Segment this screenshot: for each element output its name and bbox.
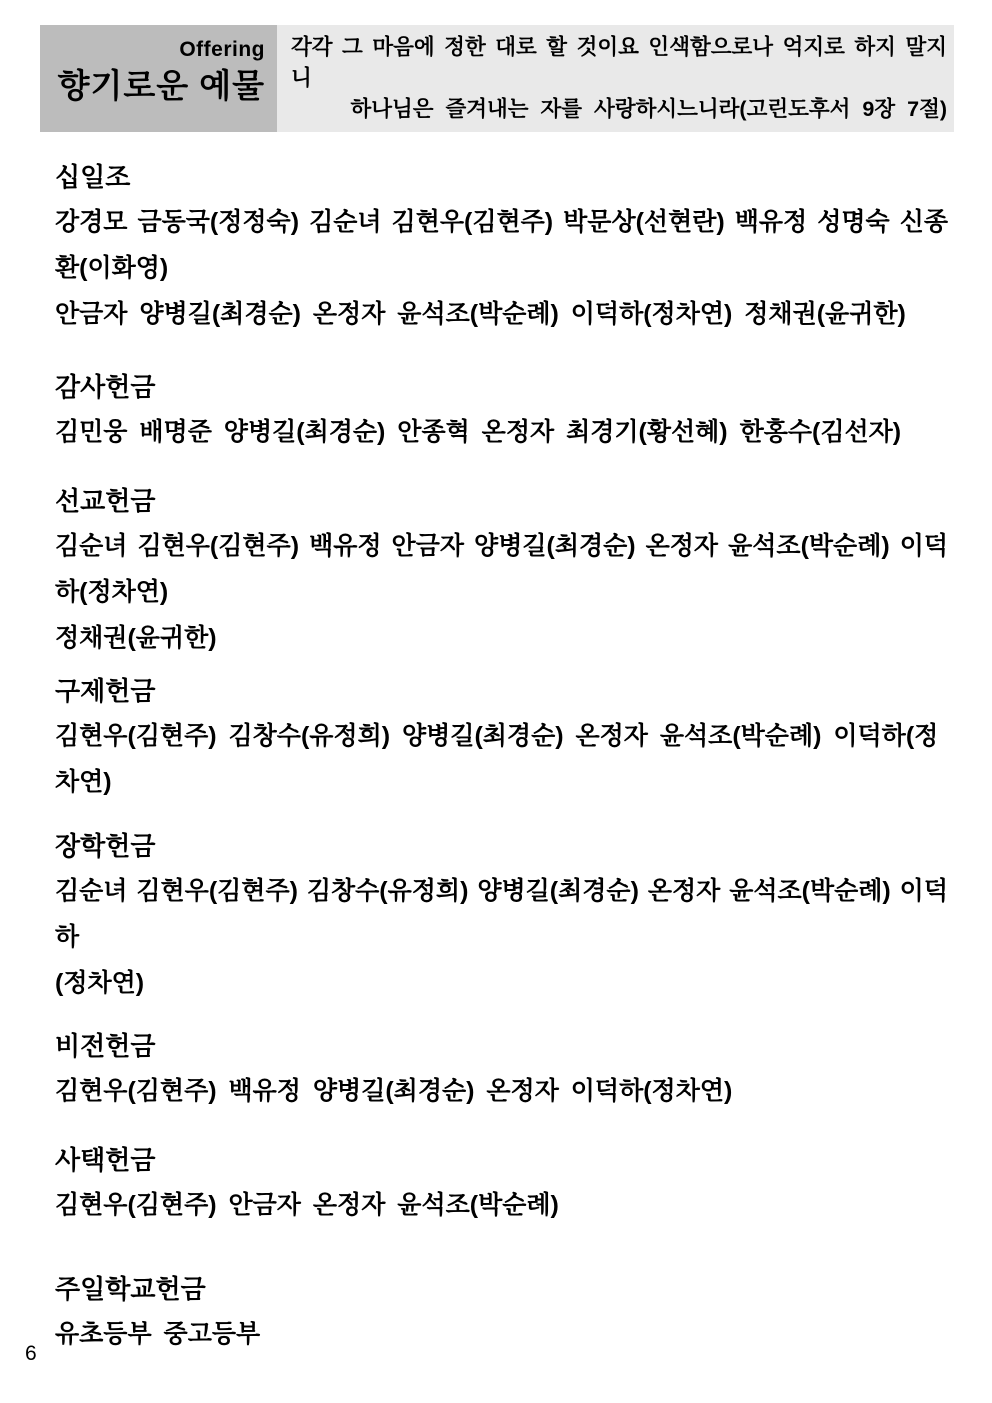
names-line: 안금자 양병길(최경순) 온정자 윤석조(박순례) 이덕하(정차연) 정채권(윤귀한) <box>55 300 906 328</box>
section-sunday-school-offering <box>55 1272 948 1357</box>
offering-title-box <box>40 25 277 132</box>
offering-eyebrow-label: Offering <box>179 38 265 61</box>
offering-header <box>40 25 954 132</box>
verse-box <box>277 25 954 132</box>
names-line: 김현우(김현주) 김창수(유정희) 양병길(최경순) 온정자 윤석조(박순례) 이덕하(정차연) <box>55 722 939 796</box>
names-line: 유초등부 중고등부 <box>55 1320 261 1348</box>
page-number: 6 <box>25 1342 37 1365</box>
names-line: 김순녀 김현우(김현주) 백유정 안금자 양병길(최경순) 온정자 윤석조(박순례) 이덕하(정차연) <box>55 532 948 606</box>
section-title: 주일학교헌금 <box>55 1274 206 1304</box>
section-title: 선교헌금 <box>55 486 156 516</box>
section-title: 구제헌금 <box>55 676 156 706</box>
section-vision-offering <box>55 1029 948 1114</box>
names-line: 김현우(김현주) 안금자 온정자 윤석조(박순례) <box>55 1191 559 1219</box>
section-title: 감사헌금 <box>55 372 156 402</box>
names-line: (정차연) <box>55 969 145 997</box>
names-line: 김현우(김현주) 백유정 양병길(최경순) 온정자 이덕하(정차연) <box>55 1077 733 1105</box>
section-title: 장학헌금 <box>55 831 156 861</box>
offering-lists <box>55 160 948 1357</box>
section-title: 비전헌금 <box>55 1031 156 1061</box>
section-tithe <box>55 160 948 337</box>
section-thanksgiving-offering <box>55 370 948 455</box>
section-parsonage-offering <box>55 1143 948 1228</box>
names-line: 강경모 금동국(정정숙) 김순녀 김현우(김현주) 박문상(선현란) 백유정 성명숙 신종환(이화영) <box>55 208 948 282</box>
verse-line-1: 각각 그 마음에 정한 대로 할 것이요 인색함으로나 억지로 하지 말지니 <box>291 35 947 90</box>
section-title: 십일조 <box>55 162 131 192</box>
names-line: 정채권(윤귀한) <box>55 624 217 652</box>
verse-line-2: 하나님은 즐겨내는 자를 사랑하시느니라(고린도후서 9장 7절) <box>350 97 947 121</box>
section-mission-offering <box>55 484 948 661</box>
names-line: 김민웅 배명준 양병길(최경순) 안종혁 온정자 최경기(황선혜) 한홍수(김선자) <box>55 418 902 446</box>
page-title: 향기로운 예물 <box>57 67 265 104</box>
section-scholarship-offering <box>55 829 948 1006</box>
section-relief-offering <box>55 674 948 805</box>
names-line: 김순녀 김현우(김현주) 김창수(유정희) 양병길(최경순) 온정자 윤석조(박순례) 이덕하 <box>55 877 948 951</box>
section-title: 사택헌금 <box>55 1145 156 1175</box>
